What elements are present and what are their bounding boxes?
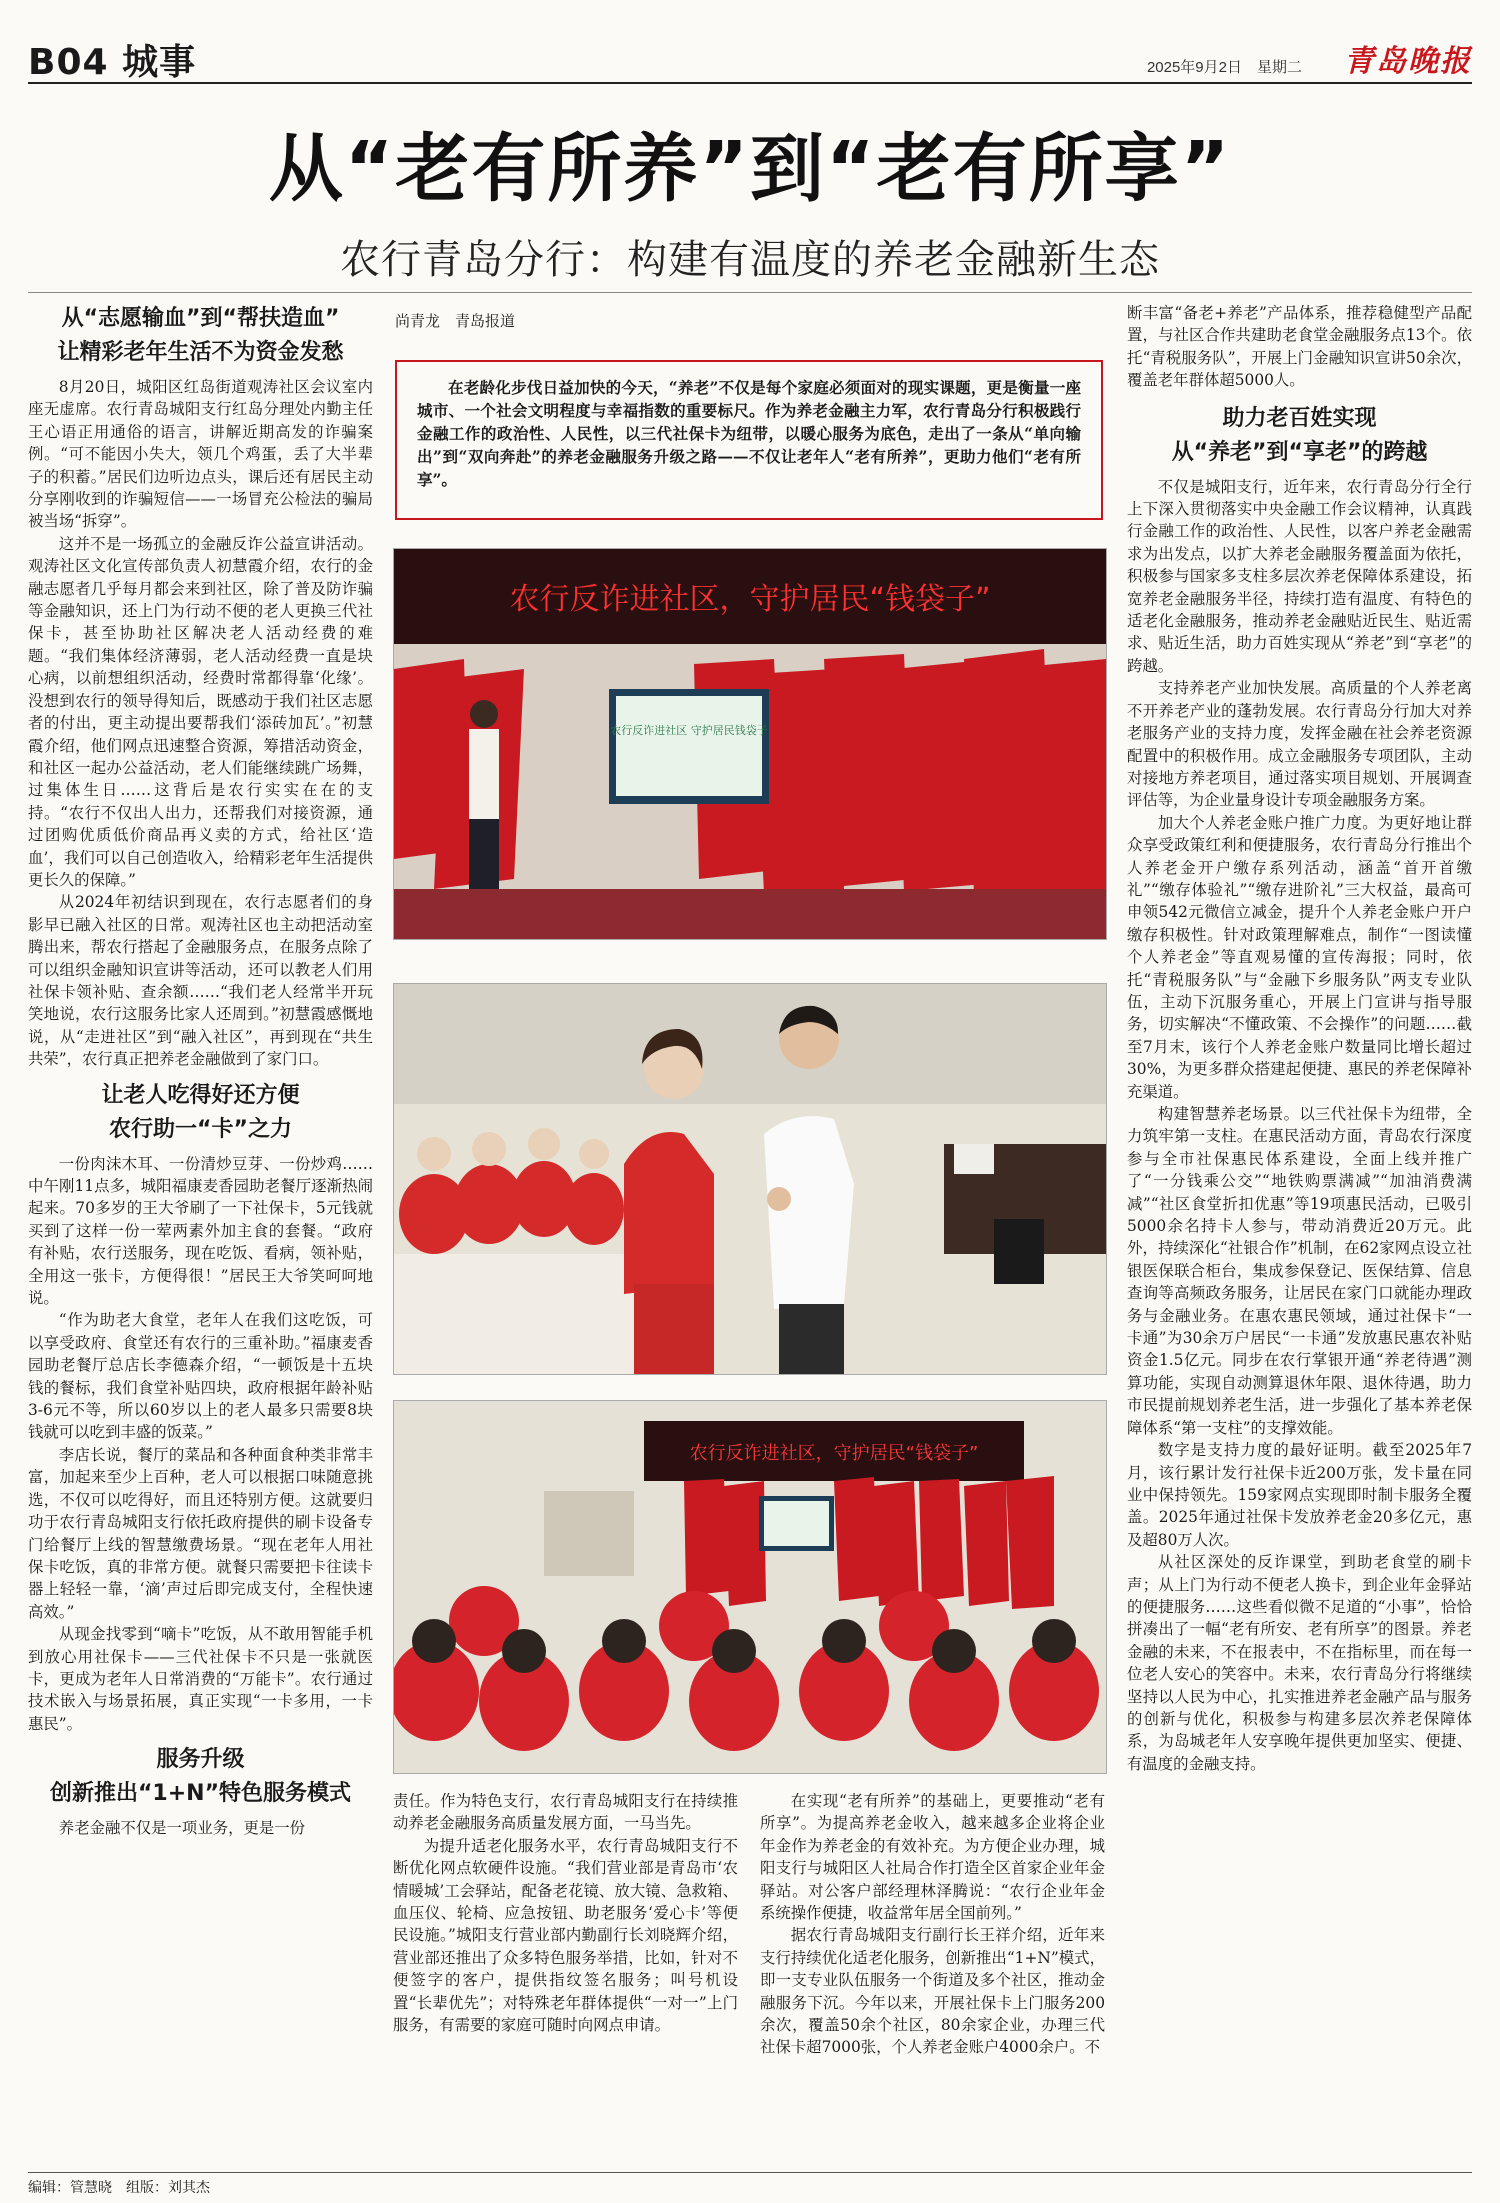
page-footer	[28, 2172, 1472, 2197]
byline: 尚青龙 青岛报道	[395, 312, 516, 330]
section-title: 服务升级	[156, 1747, 245, 1773]
paragraph: 养老金融不仅是一项业务，更是一份	[58, 1819, 306, 1838]
page-header	[28, 30, 1472, 84]
paragraph: 责任。作为特色支行，农行青岛城阳支行在持续推动养老金融服务高质量发展方面，一马当先。	[393, 1792, 738, 1833]
column-4	[1127, 302, 1472, 2170]
masthead-logo: 青岛晚报	[1344, 44, 1472, 79]
section-title: 从“养老”到“享老”的跨越	[1171, 439, 1428, 465]
photo-anti-fraud-event	[393, 548, 1107, 940]
issue-date: 2025年9月2日 星期二	[1146, 59, 1302, 76]
paragraph: 支持养老产业加快发展。高质量的个人养老离不开养老产业的蓬勃发展。农行青岛分行加大对养老服务产业的支持力度，发挥金融在社会养老资源配置中的积极作用。成立金融服务专项团队，主动对接地方养老项目，通过落实项目规划、开展调查评估等，为企业量身设计专项金融服务方案。	[1127, 679, 1472, 810]
subheadline: 农行青岛分行：构建有温度的养老金融新生态	[340, 237, 1160, 283]
paragraph: 一份肉沫木耳、一份清炒豆芽、一份炒鸡……中午刚11点多，城阳福康麦香园助老餐厅逐渐热闹起来。70多岁的王大爷刷了一下社保卡，5元钱就买到了这样一份一荤两素外加主食的套餐。“政府有补贴，农行送服务，现在吃饭、看病，领补贴，全用这一张卡，方便得很！”居民王大爷笑呵呵地说。	[28, 1154, 373, 1308]
section-title: 从“志愿输血”到“帮扶造血”	[61, 306, 340, 331]
paragraph: 李店长说，餐厅的菜品和各种面食种类非常丰富，加起来至少上百种，老人可以根据口味随意挑选，不仅可以吃得好，而且还特别方便。这就要归功于农行青岛城阳支行依托政府提供的刷卡设备专门给餐厅上线的智慧缴费场景。“现在老年人用社保卡吃饭，真的非常方便。就餐只需要把卡往读卡器上轻轻一靠，‘滴’声过后即完成支付，全程快速高效。”	[28, 1445, 373, 1621]
headline: 从“老有所养”到“老有所享”	[268, 126, 1232, 212]
paragraph: 数字是支持力度的最好证明。截至2025年7月，该行累计发行社保卡近200万张，发卡量在同业中保持领先。159家网点实现即时制卡服务全覆盖。2025年通过社保卡发放养老金20多亿元，惠及超80万人次。	[1127, 1441, 1472, 1549]
page-number: B04 城事	[28, 42, 197, 83]
column-1	[28, 302, 373, 2170]
paragraph: 从现金找零到“嘀卡”吃饭，从不敢用智能手机到放心用社保卡——三代社保卡不只是一张就医卡，更成为老年人日常消费的“万能卡”。农行通过技术嵌入与场景拓展，真正实现“一卡多用，一卡惠民”。	[28, 1625, 373, 1733]
paragraph: 不仅是城阳支行，近年来，农行青岛分行全行上下深入贯彻落实中央金融工作会议精神，认真践行金融工作的政治性、人民性，以客户养老金融需求为出发点，以扩大养老金融服务覆盖面为依托，积极参与国家多支柱多层次养老保障体系建设，拓宽养老金融服务半径，持续打造有温度、有特色的适老化金融服务，推动养老金融贴近民生、贴近需求、贴近生活，助力百姓实现从“养老”到“享老”的跨越。	[1127, 477, 1472, 675]
paragraph: “作为助老大食堂，老年人在我们这吃饭，可以享受政府、食堂还有农行的三重补助。”福康麦香园助老餐厅总店长李德森介绍，“一顿饭是十五块钱的餐标，我们食堂补贴四块，政府根据年龄补贴3-6元不等，所以60岁以上的老人最多只需要8块钱就可以吃到丰盛的饭菜。”	[28, 1311, 373, 1442]
photo-audience	[393, 1400, 1107, 1774]
section-title: 让精彩老年生活不为资金发愁	[57, 340, 344, 365]
paragraph: 从社区深处的反诈课堂，到助老食堂的刷卡声；从上门为行动不便老人换卡，到企业年金驿站的便捷服务……这些看似微不足道的“小事”，恰恰拼凑出了一幅“老有所安、老有所享”的图景。养老金融的未来，不在报表中，不在指标里，而在每一位老人安心的笑容中。未来，农行青岛分行将继续坚持以人民为中心，扎实推进养老金融产品与服务的创新与优化，积极参与构建多层次养老保障体系，为岛城老年人安享晚年提供更加坚实、便捷、有温度的金融支持。	[1127, 1553, 1472, 1773]
paragraph: 构建智慧养老场景。以三代社保卡为纽带，全力筑牢第一支柱。在惠民活动方面，青岛农行深度参与全市社保惠民体系建设，全面上线并推广了“一分钱乘公交”“地铁购票满减”“加油消费满减”“社区食堂折扣优惠”等19项惠民活动，已吸引5000余名持卡人参与，带动消费近20万元。此外，持续深化“社银合作”机制，在62家网点设立社银医保联合柜台，集成参保登记、医保结算、信息查询等高频政务服务，让居民在家门口就能办理政务与金融业务。在惠农惠民领域，通过社保卡“一卡通”为30余万户居民“一卡通”发放惠民惠农补贴资金1.5亿元。同步在农行掌银开通“养老待遇”测算功能，实现自动测算退休年限、退休待遇，助力市民提前规划养老生活，进一步强化了基本养老保障体系“第一支柱”的支撑效能。	[1127, 1105, 1472, 1437]
paragraph: 加大个人养老金账户推广力度。为更好地让群众享受政策红利和便捷服务，农行青岛分行推出个人养老金开户缴存系列活动，涵盖“首开首缴礼”“缴存体验礼”“缴存进阶礼”三大权益，最高可申领542元微信立减金，提升个人养老金账户开户缴存积极性。针对政策理解难点，制作“一图读懂个人养老金”等直观易懂的宣传海报；同时，依托“青税服务队”与“金融下乡服务队”两支专业队伍，主动下沉服务重心，开展上门宣讲与指导服务，切实解决“不懂政策、不会操作”的问题……截至7月末，该行个人养老金账户数量同比增长超过30%，为更多群众搭建起便捷、惠民的养老保障补充渠道。	[1127, 813, 1472, 1101]
paragraph: 在实现“老有所养”的基础上，更要推动“老有所享”。为提高养老金收入，越来越多企业将企业年金作为养老金的有效补充。为方便企业办理，城阳支行与城阳区人社局合作打造全区首家企业年金驿站。对公客户部经理林泽腾说：“农行企业年金系统操作便捷，收益常年居全国前列。”	[760, 1792, 1105, 1923]
section-title: 让老人吃得好还方便	[101, 1082, 300, 1108]
paragraph: 8月20日，城阳区红岛街道观涛社区会议室内座无虚席。农行青岛城阳支行红岛分理处内勤主任王心语正用通俗的语言，讲解近期高发的诈骗案例。“可不能因小失大，领几个鸡蛋，丢了大半辈子的积蓄。”居民们边听边点头，课后还有居民主动分享刚收到的诈骗短信——一场冒充公检法的骗局被当场“拆穿”。	[28, 378, 373, 531]
section-title: 农行助一“卡”之力	[109, 1116, 292, 1142]
led-banner: 农行反诈进社区，守护居民“钱袋子”	[509, 582, 991, 617]
lead-paragraph: 在老龄化步伐日益加快的今天，“养老”不仅是每个家庭必须面对的现实课题，更是衡量一座城市、一个社会文明程度与幸福指数的重要标尺。作为养老金融主力军，农行青岛分行积极践行金融工作的政治性、人民性，以三代社保卡为纽带，以暖心服务为底色，走出了一条从“单向输出”到“双向奔赴”的养老金融服务升级之路——不仅让老年人“老有所养”，更助力他们“老有所享”。	[417, 378, 1081, 489]
section-title: 助力老百姓实现	[1222, 405, 1377, 431]
lead-box	[395, 360, 1103, 520]
paragraph: 这并不是一场孤立的金融反诈公益宣讲活动。观涛社区文化宣传部负责人初慧霞介绍，农行的金融志愿者几乎每月都会来到社区，除了普及防诈骗等金融知识，还上门为行动不便的老人更换三代社保卡，甚至协助社区解决老人活动经费的难题。“我们集体经济薄弱，老人活动经费一直是块心病，以前想组织活动，经费时常都得靠‘化缘’。没想到农行的领导得知后，既感动于我们社区志愿者的付出，更主动提出要帮我们‘添砖加瓦’。”初慧霞介绍，他们网点迅速整合资源，筹措活动资金，和社区一起办公益活动，老人们能继续跳广场舞，过集体生日……这背后是农行实实在在的支持。“农行不仅出人出力，还帮我们对接资源，通过团购优质低价商品再义卖的方式，给社区‘造血’，我们可以自己创造收入，给精彩老年生活提供更长久的保障。”	[28, 534, 373, 889]
screen-text: 农行反诈进社区 守护居民钱袋子	[610, 724, 768, 737]
header-rule	[28, 292, 1472, 293]
photo-handshake	[393, 983, 1107, 1375]
editor-credit: 编辑：管慧晓 组版：刘其杰	[28, 2180, 210, 2196]
paragraph: 从2024年初结识到现在，农行志愿者们的身影早已融入社区的日常。观涛社区也主动把活动室腾出来，帮农行搭起了金融服务点，在服务点除了可以组织金融知识宣讲等活动，还可以教老人们用社保卡领补贴、查余额……“我们老人经常半开玩笑地说，农行这服务比家人还周到。”初慧霞感慨地说，从“走进社区”到“融入社区”，再到现在“共生共荣”，农行真正把养老金融做到了家门口。	[28, 893, 373, 1069]
section-title: 创新推出“1+N”特色服务模式	[49, 1781, 352, 1807]
paragraph: 断丰富“备老+养老”产品体系，推荐稳健型产品配置，与社区合作共建助老食堂金融服务点13个。依托“青税服务队”，开展上门金融知识宣讲50余次，覆盖老年群体超5000人。	[1127, 304, 1472, 390]
paragraph: 为提升适老化服务水平，农行青岛城阳支行不断优化网点软硬件设施。“我们营业部是青岛市‘农情暖城’工会驿站，配备老花镜、放大镜、急救箱、血压仪、轮椅、应急按钮、助老服务‘爱心卡’等便民设施。”城阳支行营业部内勤副行长刘晓辉介绍，营业部还推出了众多特色服务举措，比如，针对不便签字的客户，提供指纹签名服务；叫号机设置“长辈优先”；对特殊老年群体提供“一对一”上门服务，有需要的家庭可随时向网点申请。	[393, 1836, 738, 2035]
paragraph: 据农行青岛城阳支行副行长王祥介绍，近年来支行持续优化适老化服务，创新推出“1+N”模式，即一支专业队伍服务一个街道及多个社区，推动金融服务下沉。今年以来，开展社保卡上门服务200余次，覆盖50余个社区，80余家企业，办理三代社保卡超7000张，个人养老金账户4000余户。不	[760, 1926, 1105, 2057]
column-2-bottom	[393, 1790, 738, 2170]
column-3-bottom	[760, 1790, 1105, 2170]
led-banner: 农行反诈进社区，守护居民“钱袋子”	[689, 1443, 979, 1464]
